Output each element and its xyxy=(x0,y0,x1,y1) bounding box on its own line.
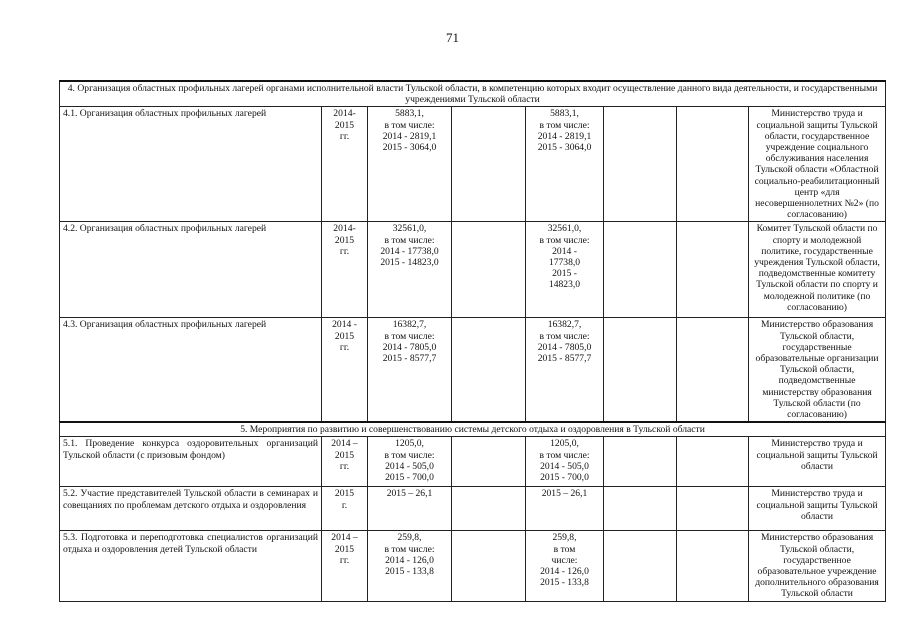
measure-name: 4.3. Организация областных профильных лагерей xyxy=(60,318,322,422)
cell-line: 2015 xyxy=(334,488,355,500)
cell-line: 2014 - 505,0 xyxy=(540,460,589,472)
cell-line: 5883,1, xyxy=(550,108,579,120)
cell-line: 2014 - 2819,1 xyxy=(537,130,592,142)
cell-line: 2015 - 8577,7 xyxy=(537,353,592,365)
cell-line: 2015 - 133,8 xyxy=(540,577,589,589)
cell-line: 1205,0, xyxy=(550,438,579,450)
cell-line: 2015 xyxy=(334,330,355,342)
program-table xyxy=(59,80,886,602)
cell-line: в том числе: xyxy=(539,449,590,461)
cell-line: 2015 – 26,1 xyxy=(541,488,588,500)
cell-line: гг. xyxy=(339,554,350,566)
cell-line: 32561,0, xyxy=(547,223,582,235)
cell-line: 2015 xyxy=(334,449,355,461)
cell-line: 2015 - 8577,7 xyxy=(382,353,437,365)
regional-budget-cell xyxy=(526,222,604,318)
cell-line: 2014 - 2819,1 xyxy=(382,130,437,142)
cell-line: в том числе: xyxy=(384,330,435,342)
empty-cell xyxy=(604,437,677,487)
table-row xyxy=(60,318,886,422)
regional-budget-cell xyxy=(526,437,604,487)
period-cell xyxy=(322,222,368,318)
cell-line: 2015 - 700,0 xyxy=(385,472,434,484)
empty-cell xyxy=(452,318,526,422)
total-funding-cell xyxy=(368,531,452,601)
cell-line: 2014- xyxy=(333,223,356,235)
cell-line: гг. xyxy=(339,130,350,142)
executor-cell: Комитет Тульской области по спорту и молодежной политике, государственные учреждения Тульской области, подведомственные комитету Тульской области по спорту и молодежной политике (по согласованию) xyxy=(749,222,886,318)
cell-line: гг. xyxy=(339,460,350,472)
table-row xyxy=(60,107,886,222)
cell-line: 2015 - 3064,0 xyxy=(382,142,437,154)
cell-line: 16382,7, xyxy=(392,319,427,331)
regional-budget-cell xyxy=(526,318,604,422)
cell-line: 2014 - 505,0 xyxy=(385,460,434,472)
period-cell xyxy=(322,531,368,601)
empty-cell xyxy=(677,487,749,531)
cell-line: гг. xyxy=(339,245,350,257)
page-number: 71 xyxy=(446,30,459,45)
empty-cell xyxy=(604,531,677,601)
cell-line: 2015 - 700,0 xyxy=(540,472,589,484)
empty-cell xyxy=(452,531,526,601)
cell-line: 14823,0 xyxy=(548,279,581,291)
cell-line: г. xyxy=(341,499,348,511)
period-cell xyxy=(322,437,368,487)
cell-line: в том числе: xyxy=(384,449,435,461)
measure-name: 5.2. Участие представителей Тульской области в семинарах и совещаниях по проблемам детского отдыха и оздоровления xyxy=(60,487,322,531)
table-body xyxy=(60,81,886,601)
empty-cell xyxy=(604,107,677,222)
executor-cell: Министерство образования Тульской области, государственное образовательное учреждение дополнительного образования Тульской области xyxy=(749,531,886,601)
cell-line: 2014 - 7805,0 xyxy=(537,341,592,353)
cell-line: в том числе: xyxy=(384,119,435,131)
total-funding-cell xyxy=(368,107,452,222)
cell-line: 2014 - 7805,0 xyxy=(382,341,437,353)
cell-line: 259,8, xyxy=(397,532,422,544)
total-funding-cell xyxy=(368,318,452,422)
cell-line: 2015 xyxy=(334,119,355,131)
total-funding-cell xyxy=(368,222,452,318)
cell-line: 2015 – 26,1 xyxy=(386,488,433,500)
cell-line: 2015 - 133,8 xyxy=(385,566,434,578)
measure-name: 5.3. Подготовка и переподготовка специалистов организаций отдыха и оздоровления детей Тульской области xyxy=(60,531,322,601)
empty-cell xyxy=(677,437,749,487)
cell-line: в том числе: xyxy=(539,330,590,342)
cell-line: 2015 xyxy=(334,234,355,246)
empty-cell xyxy=(677,318,749,422)
cell-line: 2014 - 17738,0 xyxy=(380,245,439,257)
executor-cell: Министерство труда и социальной защиты Тульской области xyxy=(749,437,886,487)
measure-name: 4.2. Организация областных профильных лагерей xyxy=(60,222,322,318)
cell-line: 2015 xyxy=(334,543,355,555)
cell-line: 2015 - 14823,0 xyxy=(380,257,439,269)
cell-line: 259,8, xyxy=(552,532,577,544)
cell-line: 5883,1, xyxy=(395,108,424,120)
cell-line: 2014 – xyxy=(331,438,358,450)
cell-line: 2014 – xyxy=(331,532,358,544)
period-cell xyxy=(322,318,368,422)
cell-line: 17738,0 xyxy=(548,257,581,269)
empty-cell xyxy=(604,222,677,318)
measure-name: 4.1. Организация областных профильных лагерей xyxy=(60,107,322,222)
table-row xyxy=(60,437,886,487)
empty-cell xyxy=(677,222,749,318)
cell-line: в том числе: xyxy=(384,234,435,246)
empty-cell xyxy=(677,107,749,222)
cell-line: в том числе: xyxy=(539,234,590,246)
regional-budget-cell xyxy=(526,107,604,222)
empty-cell xyxy=(452,222,526,318)
empty-cell xyxy=(452,437,526,487)
regional-budget-cell xyxy=(526,531,604,601)
section-heading: 5. Мероприятия по развитию и совершенствованию системы детского отдыха и оздоровления в Тульской области xyxy=(60,422,886,437)
cell-line: числе: xyxy=(551,554,578,566)
cell-line: 2014- xyxy=(333,108,356,120)
cell-line: 2014 - 126,0 xyxy=(540,566,589,578)
empty-cell xyxy=(677,531,749,601)
cell-line: 2014 - 126,0 xyxy=(385,554,434,566)
cell-line: 2015 - 3064,0 xyxy=(537,142,592,154)
table-row xyxy=(60,531,886,601)
period-cell xyxy=(322,107,368,222)
cell-line: 2014 - xyxy=(552,245,577,257)
regional-budget-cell xyxy=(526,487,604,531)
period-cell xyxy=(322,487,368,531)
total-funding-cell xyxy=(368,437,452,487)
empty-cell xyxy=(452,107,526,222)
total-funding-cell xyxy=(368,487,452,531)
executor-cell: Министерство труда и социальной защиты Тульской области, государственное учреждение социального обслуживания населения Тульской области «Областной социально-реабилитационный центр «для несовершеннолетних №2» (по согласованию) xyxy=(749,107,886,222)
measure-name: 5.1. Проведение конкурса оздоровительных организаций Тульской области (с призовым фондом) xyxy=(60,437,322,487)
empty-cell xyxy=(604,487,677,531)
table-row xyxy=(60,487,886,531)
cell-line: 1205,0, xyxy=(395,438,424,450)
cell-line: в том числе: xyxy=(539,119,590,131)
executor-cell: Министерство образования Тульской области, государственные образовательные организации Тульской области, подведомственные министерству образования Тульской области (по согласованию) xyxy=(749,318,886,422)
empty-cell xyxy=(604,318,677,422)
cell-line: в том xyxy=(553,543,576,555)
cell-line: 16382,7, xyxy=(547,319,582,331)
table-row xyxy=(60,222,886,318)
cell-line: 2015 - xyxy=(552,268,577,280)
section-heading: 4. Организация областных профильных лагерей органами исполнительной власти Тульской области, в компетенцию которых входит осуществление данного вида деятельности, и государственными учреждениями Тульской области xyxy=(60,81,886,107)
empty-cell xyxy=(452,487,526,531)
cell-line: 32561,0, xyxy=(392,223,427,235)
executor-cell: Министерство труда и социальной защиты Тульской области xyxy=(749,487,886,531)
cell-line: гг. xyxy=(339,341,350,353)
cell-line: 2014 - xyxy=(332,319,357,331)
cell-line: в том числе: xyxy=(384,543,435,555)
